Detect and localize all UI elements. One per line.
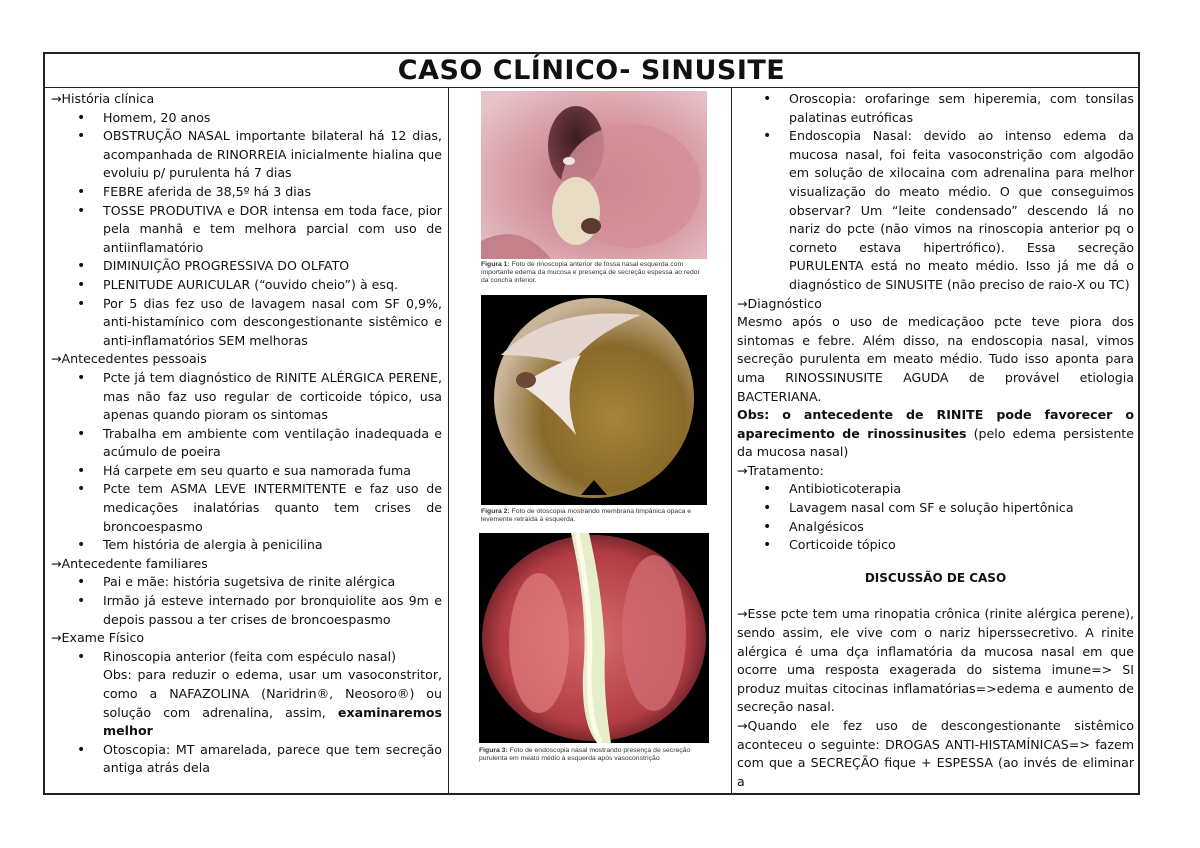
exam-list (51, 648, 442, 778)
obs-bold-text: o antecedente de RINITE pode favorecer o aparecimento de rinossinusites (737, 407, 1134, 441)
section-heading-history: →História clínica (51, 91, 155, 106)
nasal-endoscopy-photo (479, 533, 709, 743)
figure-2-image (481, 295, 707, 505)
list-item: • Há carpete em seu quarto e sua namorada fuma (103, 462, 442, 481)
section-heading-diagnosis: →Diagnóstico (737, 295, 822, 311)
obs-text: (pelo edema persistente da mucosa nasal) (737, 425, 1134, 460)
caption-text: Foto de endoscopia nasal mostrando presença de secreção purulenta em meato médio à esquerda após vasoconstrição (479, 747, 691, 762)
caption-label: Figura 1: (481, 261, 510, 268)
figure-3-caption (479, 747, 709, 763)
list-item: • Homem, 20 anos (103, 109, 442, 128)
list-item: • OBSTRUÇÃO NASAL importante bilateral há 12 dias, acompanhada de RINORREIA inicialmente hialina que evoluiu p/ purulenta há 7 dias (103, 127, 442, 183)
column-diagnosis (732, 88, 1138, 793)
list-item: • Por 5 dias fez uso de lavagem nasal com SF 0,9%, anti-histamínico com descongestionante sistêmico e anti-inflamatórios SEM melhoras (103, 295, 442, 351)
caption-text: Foto de rinoscopia anterior de fossa nasal esquerda com importante edema da mucosa e presença de secreção espessa ao redor da concha inferior. (481, 261, 700, 284)
list-item: • Pai e mãe: história sugetsiva de rinite alérgica (103, 573, 442, 592)
list-item: • Corticoide tópico (789, 536, 1134, 555)
section-heading-personal: →Antecedentes pessoais (51, 351, 207, 367)
list-item: • FEBRE aferida de 38,5º há 3 dias (103, 183, 442, 202)
figure-1-caption (481, 261, 707, 285)
discussion-paragraph-2: →Quando ele fez uso de descongestionante sistêmico aconteceu o seguinte: DROGAS ANTI-HISTAMÍNICAS=> fazem com que a SECREÇÃO fique + ESPESSA (ao invés de eliminar a (737, 718, 1134, 789)
section-heading-treatment: →Tratamento: (737, 462, 824, 478)
tympanic-membrane-photo (481, 295, 707, 505)
history-list (51, 109, 442, 351)
figure-3-image (479, 533, 709, 743)
personal-list (51, 369, 442, 555)
list-item: • Pcte tem ASMA LEVE INTERMITENTE e faz uso de medicações inalatórias quanto tem crises de broncoespasmo (103, 480, 442, 536)
exam-continued-list (737, 90, 1134, 295)
discussion-paragraph-1: →Esse pcte tem uma rinopatia crônica (rinite alérgica perene), sendo assim, ele vive com o nariz hiperssecretivo. A rinite alérgica é uma dça inflamatória da mucosa nasal em que ocorre uma resposta exagerada do sistema imune=> SI produz muitas citocinas inflamatórias=>edema e aumento de secreção nasal. (737, 606, 1134, 715)
diagnosis-text: Mesmo após o uso de medicaçãoo pcte teve piora dos sintomas e febre. Além disso, na endoscopia nasal, vimos secreção purulenta em meato médio. Tudo isso aponta para uma RINOSSINUSITE AGUDA de provável etiologia BACTERIANA. (737, 314, 1134, 404)
diagnosis-obs (737, 406, 1134, 462)
list-item (103, 648, 442, 741)
list-item: • Otoscopia: MT amarelada, parece que tem secreção antiga atrás dela (103, 741, 442, 778)
discussion-title: DISCUSSÃO DE CASO (864, 570, 1007, 585)
list-item: • Lavagem nasal com SF e solução hipertônica (789, 499, 1134, 518)
list-item: • Analgésicos (789, 518, 1134, 537)
list-item: • Trabalha em ambiente com ventilação inadequada e acúmulo de poeira (103, 425, 442, 462)
rhinoscopy-text: Rinoscopia anterior (feita com espéculo nasal) (103, 648, 396, 664)
list-item: • Tem história de alergia à penicilina (103, 536, 442, 555)
rhinoscopy-obs: Obs: para reduzir o edema, usar um vasoconstritor, como a NAFAZOLINA (Naridrin®, Neosoro®) ou solução com adrenalina, assim, (103, 667, 442, 720)
list-item: • Pcte já tem diagnóstico de RINITE ALÉRGICA PERENE, mas não faz uso regular de corticoide tópico, usa apenas quando pioram os sintomas (103, 369, 442, 425)
column-figures (449, 88, 732, 793)
column-clinical-history (45, 88, 449, 793)
obs-label: Obs: (737, 407, 783, 423)
figure-2-caption (481, 508, 707, 524)
caption-label: Figura 3: (479, 747, 508, 754)
rhinoscopy-obs-bold: examinaremos melhor (103, 704, 442, 739)
document-sheet (43, 52, 1140, 795)
caption-label: Figura 2: (481, 508, 510, 515)
treatment-list (737, 480, 1134, 554)
list-item: • TOSSE PRODUTIVA e DOR intensa em toda face, pior pela manhã e tem melhora parcial com uso de antiinflamatório (103, 202, 442, 258)
document-title: CASO CLÍNICO- SINUSITE (45, 54, 1138, 88)
family-list (51, 573, 442, 629)
list-item: • Irmão já esteve internado por bronquiolite aos 9m e depois passou a ter crises de broncoespasmo (103, 592, 442, 629)
list-item: • Antibioticoterapia (789, 480, 1134, 499)
list-item: • Endoscopia Nasal: devido ao intenso edema da mucosa nasal, foi feita vasoconstrição com algodão em solução de xilocaina com adrenalina para melhor visualização do meato médio. O que conseguimos observar? Um “leite condensado” descendo lá no nariz do pcte (não vimos na rinoscopia anterior pq o corneto estava hipertrófico). Essa secreção PURULENTA está no meato médio. Isso já me dá o diagnóstico de SINUSITE (não preciso de raio-X ou TC) (789, 127, 1134, 294)
list-item: • Oroscopia: orofaringe sem hiperemia, com tonsilas palatinas eutróficas (789, 90, 1134, 127)
section-heading-exam: →Exame Físico (51, 630, 145, 646)
section-heading-family: →Antecedente familiares (51, 555, 208, 571)
caption-text: Foto de otoscopia mostrando membrana timpânica opaca e levemente retraída à esquerda. (481, 508, 692, 523)
list-item: • DIMINUIÇÃO PROGRESSIVA DO OLFATO (103, 257, 442, 276)
list-item: • PLENITUDE AURICULAR (“ouvido cheio”) à esq. (103, 276, 442, 295)
figure-1-image (481, 91, 707, 259)
nasal-cavity-photo (481, 91, 707, 259)
